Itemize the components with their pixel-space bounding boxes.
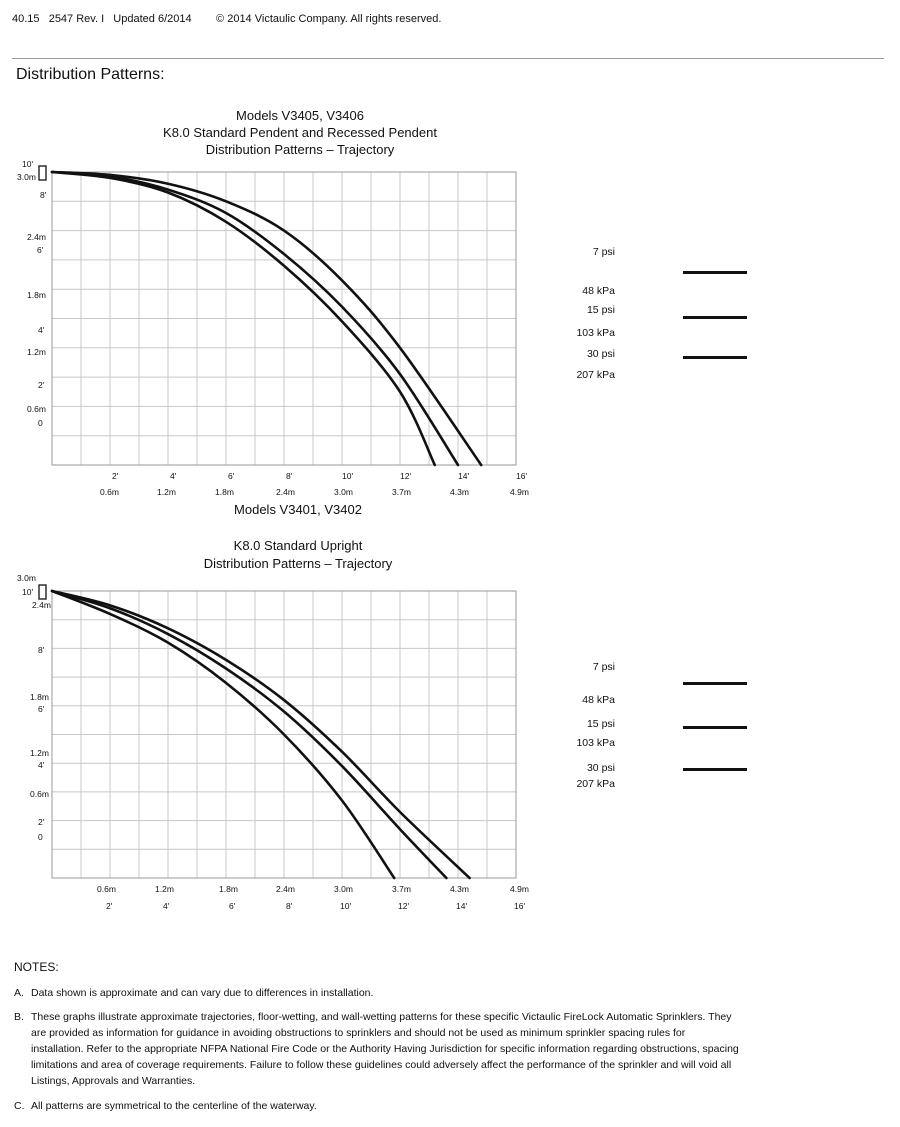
chart2-ylabel: 3.0m: [17, 573, 36, 583]
chart1-xlabel: 8': [286, 471, 293, 481]
chart2-ylabel: 4': [38, 760, 45, 770]
chart2-xlabel: 16': [514, 901, 526, 911]
chart1-xlabel: 4': [170, 471, 177, 481]
chart1-ylabel: 1.2m: [27, 347, 46, 357]
chart1-xlabel-metric: 4.3m: [450, 487, 469, 497]
chart2-xlabel-metric: 4.3m: [450, 884, 469, 894]
chart1-ylabel: 10': [22, 159, 34, 169]
section-title: Distribution Patterns:: [16, 66, 165, 83]
chart1-legend-207kpa: 207 kPa: [576, 369, 615, 381]
chart1-xlabel-metric: 3.7m: [392, 487, 411, 497]
chart1-xlabel-metric: 3.0m: [334, 487, 353, 497]
chart2-xlabel-metric: 4.9m: [510, 884, 529, 894]
chart1-ylabel: 4': [38, 325, 45, 335]
chart1-xlabel-metric: 4.9m: [510, 487, 529, 497]
chart1-legend-48kpa: 48 kPa: [582, 285, 615, 297]
chart2-title-line2: K8.0 Standard Upright: [233, 538, 363, 553]
note-tag: C.: [14, 1100, 25, 1112]
chart2-ylabel: 6': [38, 704, 45, 714]
chart1-xlabel-metric: 1.2m: [157, 487, 176, 497]
chart1-xlabel: 10': [342, 471, 354, 481]
chart2-legend-line-15psi: [683, 726, 747, 729]
chart1-ylabel: 6': [37, 245, 44, 255]
chart2-legend-15psi: 15 psi: [586, 718, 615, 730]
chart2-legend-103kpa: 103 kPa: [576, 737, 615, 749]
document-header: 40.15 2547 Rev. I Updated 6/2014 © 2014 Victaulic Company. All rights reserved.: [12, 13, 442, 25]
chart1-ylabel: 8': [40, 190, 47, 200]
chart2-ylabel: 2.4m: [32, 600, 51, 610]
note-text: Data shown is approximate and can vary due to differences in installation.: [31, 987, 374, 999]
chart1-xlabel: 12': [400, 471, 412, 481]
chart2-xlabel: 2': [106, 901, 113, 911]
chart2-legend-30psi: 30 psi: [586, 762, 615, 774]
note-b: [14, 1009, 744, 1089]
chart2-ylabel: 1.8m: [30, 692, 49, 702]
chart2-xlabel: 10': [340, 901, 352, 911]
chart2-legend-line-7psi: [683, 682, 747, 685]
chart2-sprinkler-icon: [39, 585, 46, 599]
chart2-legend-48kpa: 48 kPa: [582, 694, 615, 706]
note-text: These graphs illustrate approximate trajectories, floor-wetting, and wall-wetting patterns for these specific Victaulic FireLock Automatic Sprinklers. They are provided as information for guidance in avoiding obstructions to sprinklers and should not be used as minimum sprinkler spacing rules for installation. Refer to the appropriate NFPA National Fire Code or the Authority Having Jurisdiction for specific information regarding obstructions, spacing limitations and area of coverage requirements. Failure to follow these guidelines could adversely affect the performance of the sprinkler and will void all Listings, Approvals and Warranties.: [31, 1011, 739, 1087]
chart2-title-line1: Models V3401, V3402: [234, 502, 362, 517]
chart2-title-line3: Distribution Patterns – Trajectory: [203, 556, 393, 571]
chart2-ylabel: 0.6m: [30, 789, 49, 799]
chart1-ylabel: 2.4m: [27, 232, 46, 242]
chart1-xlabel: 14': [458, 471, 470, 481]
chart1-title-line1: Models V3405, V3406: [236, 108, 364, 123]
note-text: All patterns are symmetrical to the centerline of the waterway.: [31, 1100, 317, 1112]
note-a: [14, 985, 744, 1001]
chart2-xlabel: 14': [456, 901, 468, 911]
chart1-legend-15psi: 15 psi: [586, 304, 615, 316]
chart2-ylabel: 8': [38, 645, 45, 655]
chart1-ylabel: 2': [38, 380, 45, 390]
note-c: [14, 1098, 744, 1114]
chart2-xlabel: 12': [398, 901, 410, 911]
chart2-xlabel-metric: 1.8m: [219, 884, 238, 894]
chart1-legend-7psi: 7 psi: [592, 246, 615, 258]
note-tag: A.: [14, 987, 24, 999]
chart2-ylabel: 0: [38, 832, 43, 842]
chart1-xlabel: 2': [112, 471, 119, 481]
chart2-xlabel-metric: 2.4m: [276, 884, 295, 894]
chart2-xlabel-metric: 3.0m: [334, 884, 353, 894]
chart2-legend-7psi: 7 psi: [592, 661, 615, 673]
chart1-xlabel: 16': [516, 471, 528, 481]
chart2-xlabel-metric: 0.6m: [97, 884, 116, 894]
chart1-xlabel-metric: 1.8m: [215, 487, 234, 497]
chart1-xlabel-metric: 2.4m: [276, 487, 295, 497]
chart1-ylabel: 3.0m: [17, 172, 36, 182]
chart2-xlabel-metric: 1.2m: [155, 884, 174, 894]
chart2-xlabel: 8': [286, 901, 293, 911]
chart2-legend-207kpa: 207 kPa: [576, 778, 615, 790]
chart2-legend-line-30psi: [683, 768, 747, 771]
chart2-ylabel: 2': [38, 817, 45, 827]
chart1-ylabel: 0: [38, 418, 43, 428]
chart2-xlabel-metric: 3.7m: [392, 884, 411, 894]
chart2-xlabel: 4': [163, 901, 170, 911]
chart1-xlabel: 6': [228, 471, 235, 481]
chart2-xlabel: 6': [229, 901, 236, 911]
chart1-xlabel-metric: 0.6m: [100, 487, 119, 497]
chart2-ylabel: 1.2m: [30, 748, 49, 758]
chart1-legend-30psi: 30 psi: [586, 348, 615, 360]
chart1-ylabel: 0.6m: [27, 404, 46, 414]
notes-heading: NOTES:: [14, 960, 59, 974]
note-tag: B.: [14, 1011, 24, 1023]
chart2-ylabel: 10': [22, 587, 34, 597]
chart1-title-line3: Distribution Patterns – Trajectory: [205, 142, 395, 157]
chart1-legend-103kpa: 103 kPa: [576, 327, 615, 339]
chart1-ylabel: 1.8m: [27, 290, 46, 300]
chart1-title-line2: K8.0 Standard Pendent and Recessed Pendent: [163, 125, 437, 140]
